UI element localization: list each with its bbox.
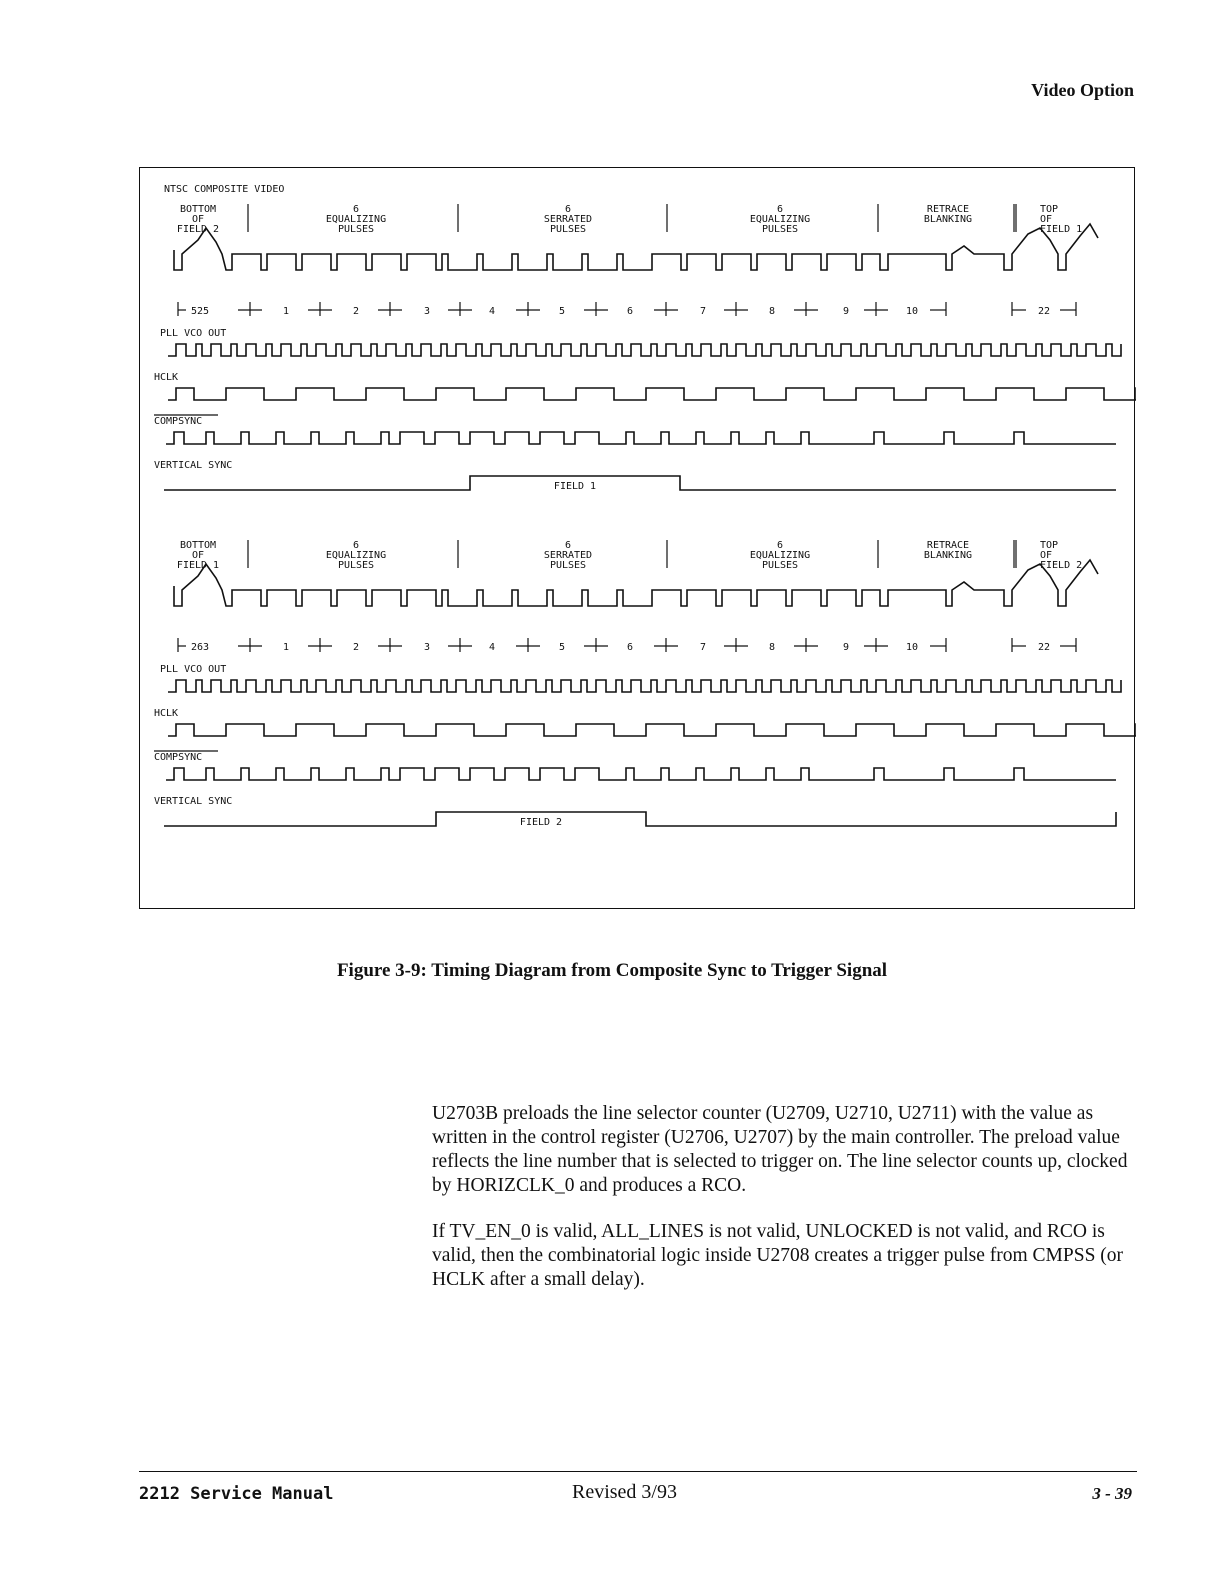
section-label-4-line-1: BLANKING (923, 550, 973, 561)
section-label-1-line-1: EQUALIZING (325, 214, 387, 225)
section-label-2-line-1: SERRATED (543, 214, 593, 225)
timing-diagram-svg (140, 168, 1136, 910)
signal-label-1: HCLK (154, 708, 179, 719)
line-number-7: 7 (699, 306, 707, 317)
figure-caption: Figure 3-9: Timing Diagram from Composite Sync to Trigger Signal (336, 960, 888, 981)
section-label-5-line-1: OF (1040, 550, 1053, 561)
signal-label-3: VERTICAL SYNC (154, 460, 233, 471)
line-number-2: 2 (352, 306, 360, 317)
line-number-3: 3 (423, 642, 431, 653)
section-label-0-line-0: BOTTOM (179, 540, 217, 551)
section-label-5-line-0: TOP (1040, 540, 1059, 551)
section-label-3-line-1: EQUALIZING (749, 214, 811, 225)
section-label-2-line-0: 6 (564, 204, 572, 215)
hclk-waveform (168, 724, 1136, 736)
field-label: FIELD 1 (553, 481, 597, 492)
section-label-1-line-2: PULSES (337, 224, 375, 235)
line-number-263: 263 (190, 642, 210, 653)
line-number-10: 10 (905, 642, 919, 653)
page-header-title: Video Option (1031, 80, 1134, 100)
line-number-2: 2 (352, 642, 360, 653)
signal-label-0: PLL VCO OUT (160, 328, 227, 339)
line-number-8: 8 (768, 306, 776, 317)
signal-label-2: COMPSYNC (154, 752, 203, 763)
section-label-0-line-1: OF (191, 214, 205, 225)
section-label-1-line-2: PULSES (337, 560, 375, 571)
section-label-0-line-1: OF (191, 550, 205, 561)
line-number-5: 5 (558, 306, 566, 317)
line-number-4: 4 (488, 642, 496, 653)
signal-label-2: COMPSYNC (154, 416, 203, 427)
section-label-1-line-0: 6 (352, 204, 360, 215)
section-label-0-line-2: FIELD 2 (176, 224, 220, 235)
section-label-5-line-0: TOP (1040, 204, 1059, 215)
line-number-6: 6 (626, 306, 634, 317)
line-number-525: 525 (190, 306, 210, 317)
footer-page-number: 3 - 39 (1092, 1484, 1132, 1503)
vertical-sync-waveform (164, 476, 1116, 490)
composite-video-waveform (174, 224, 1098, 270)
pll-vco-waveform (168, 344, 1121, 356)
section-label-1-line-0: 6 (352, 540, 360, 551)
section-label-2-line-0: 6 (564, 540, 572, 551)
section-label-4-line-0: RETRACE (926, 540, 970, 551)
section-label-2-line-1: SERRATED (543, 550, 593, 561)
footer-rule (139, 1471, 1137, 1472)
line-number-4: 4 (488, 306, 496, 317)
pll-vco-waveform (168, 680, 1121, 692)
field-label: FIELD 2 (519, 817, 563, 828)
section-label-0-line-0: BOTTOM (179, 204, 217, 215)
section-label-0-line-2: FIELD 1 (176, 560, 220, 571)
timing-panel-field-2 (154, 540, 1136, 828)
section-label-4-line-0: RETRACE (926, 204, 970, 215)
body-paragraph-1: U2703B preloads the line selector counter (U2709, U2710, U2711) with the value as written in the control register (U2706, U2707) by the main controller. The preload value reflects the line number that is selected to trigger on. The line selector counts up, clocked by HORIZCLK_0 and produces a RCO. (432, 1103, 1128, 1196)
composite-video-waveform (174, 560, 1098, 606)
section-label-3-line-1: EQUALIZING (749, 550, 811, 561)
line-number-7: 7 (699, 642, 707, 653)
line-number-6: 6 (626, 642, 634, 653)
line-number-1: 1 (282, 642, 290, 653)
section-label-3-line-0: 6 (776, 204, 784, 215)
section-label-1-line-1: EQUALIZING (325, 550, 387, 561)
signal-label-0: PLL VCO OUT (160, 664, 227, 675)
vertical-sync-waveform (164, 812, 1116, 826)
footer-revision: Revised 3/93 (572, 1481, 677, 1503)
line-number-10: 10 (905, 306, 919, 317)
line-number-8: 8 (768, 642, 776, 653)
section-label-3-line-2: PULSES (761, 560, 799, 571)
body-paragraph-2: If TV_EN_0 is valid, ALL_LINES is not valid, UNLOCKED is not valid, and RCO is valid, then the combinatorial logic inside U2708 creates a trigger pulse from CMPSS (or HCLK after a small delay). (432, 1221, 1124, 1290)
section-label-4-line-1: BLANKING (923, 214, 973, 225)
compsync-waveform (166, 768, 1116, 780)
section-label-3-line-0: 6 (776, 540, 784, 551)
line-number-22: 22 (1037, 642, 1051, 653)
line-number-5: 5 (558, 642, 566, 653)
section-label-3-line-2: PULSES (761, 224, 799, 235)
line-number-3: 3 (423, 306, 431, 317)
diagram-title: NTSC COMPOSITE VIDEO (164, 184, 285, 195)
compsync-waveform (166, 432, 1116, 444)
section-label-5-line-2: FIELD 2 (1040, 560, 1083, 571)
footer-manual-title: 2212 Service Manual (139, 1484, 334, 1504)
hclk-waveform (168, 388, 1136, 400)
section-label-5-line-2: FIELD 1 (1040, 224, 1083, 235)
signal-label-1: HCLK (154, 372, 179, 383)
section-label-2-line-2: PULSES (549, 224, 587, 235)
line-number-22: 22 (1037, 306, 1051, 317)
timing-diagram (139, 167, 1135, 909)
timing-panel-field-1 (154, 204, 1136, 492)
line-number-9: 9 (842, 306, 850, 317)
signal-label-3: VERTICAL SYNC (154, 796, 233, 807)
line-number-1: 1 (282, 306, 290, 317)
line-number-9: 9 (842, 642, 850, 653)
section-label-5-line-1: OF (1040, 214, 1053, 225)
section-label-2-line-2: PULSES (549, 560, 587, 571)
